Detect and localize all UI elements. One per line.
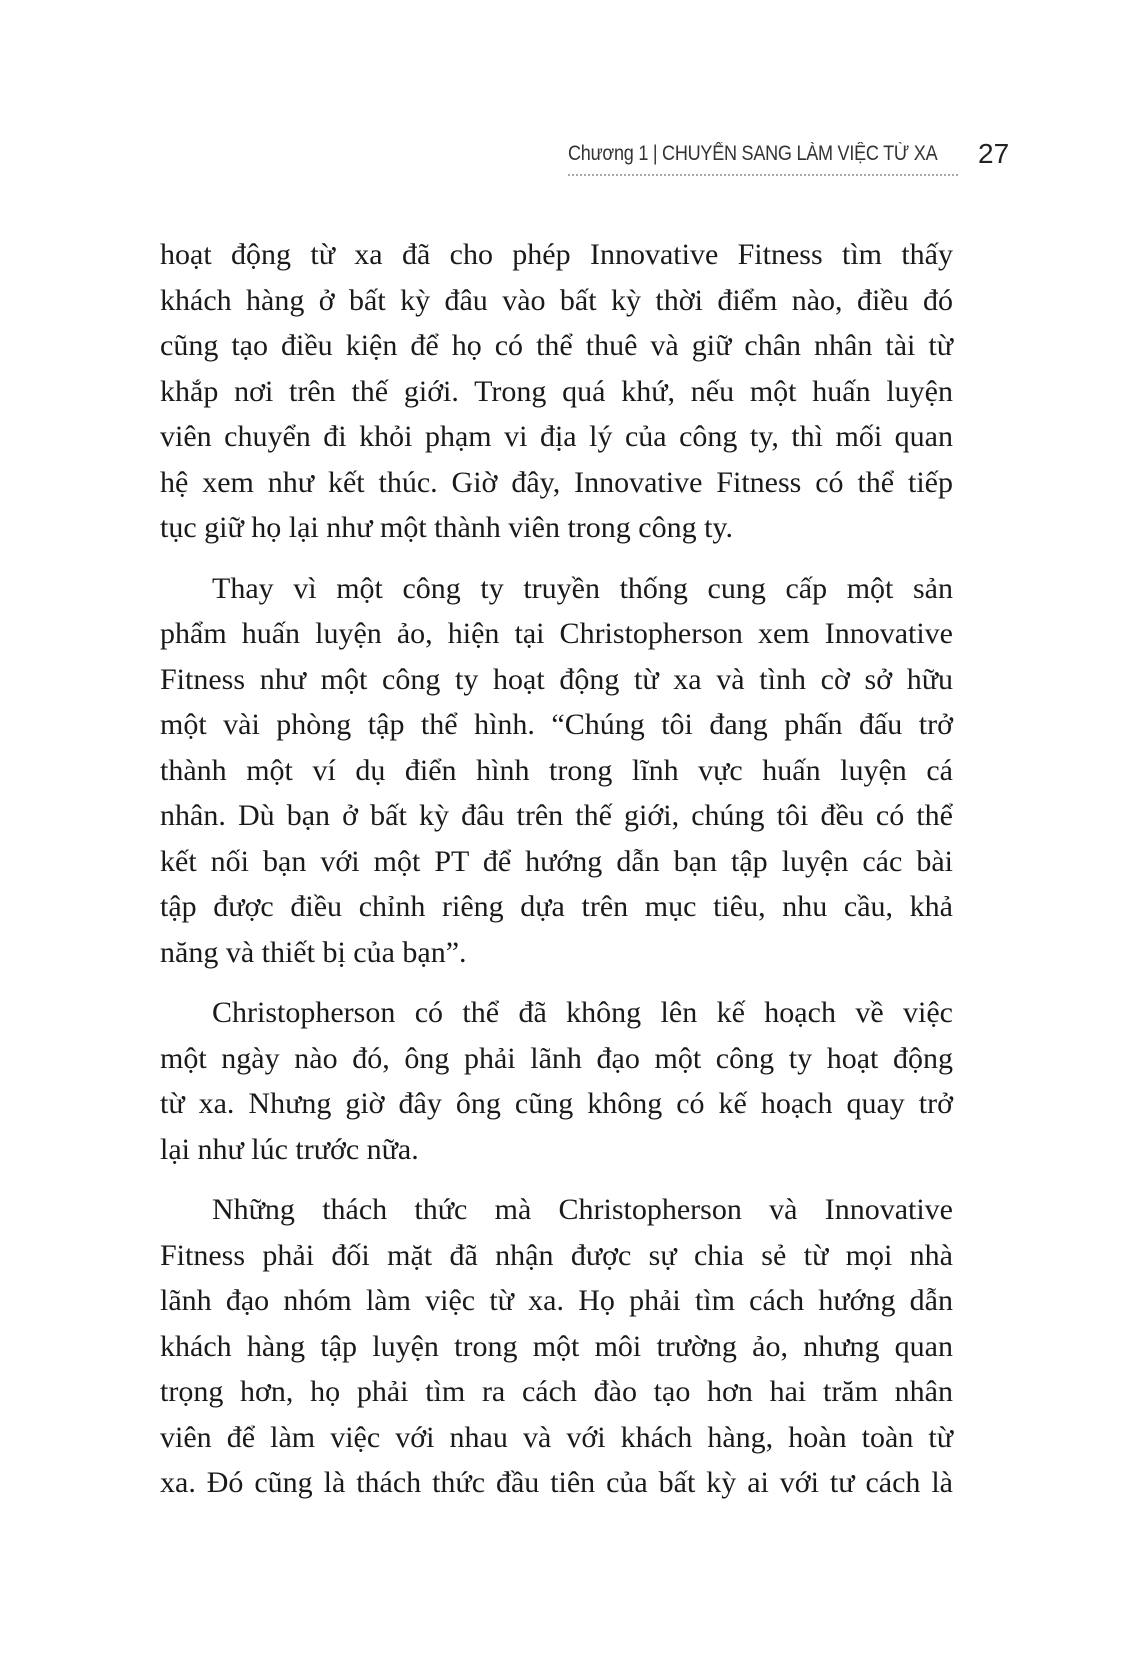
- text-line: cũng tạo điều kiện để họ có thể thuê và giữ chân nhân tài từ: [160, 329, 953, 362]
- text-line: hoạt động từ xa đã cho phép Innovative Fitness tìm thấy: [160, 238, 953, 271]
- text-line: viên chuyển đi khỏi phạm vi địa lý của công ty, thì mối quan: [160, 420, 953, 453]
- text-line: tập được điều chỉnh riêng dựa trên mục tiêu, nhu cầu, khả: [160, 890, 953, 923]
- text-line: khách hàng ở bất kỳ đâu vào bất kỳ thời điểm nào, điều đó: [160, 283, 953, 317]
- text-line: Thay vì một công ty truyền thống cung cấp một sản: [212, 571, 953, 605]
- paragraph: [160, 232, 953, 551]
- page-number: 27: [978, 138, 1010, 169]
- text-line: Những thách thức mà Christopherson và Innovative: [212, 1193, 953, 1226]
- text-line: kết nối bạn với một PT để hướng dẫn bạn tập luyện các bài: [160, 844, 953, 878]
- body-text: [160, 232, 953, 1521]
- text-line: viên để làm việc với nhau và với khách hàng, hoàn toàn từ: [160, 1420, 953, 1454]
- text-line: trọng hơn, họ phải tìm ra cách đào tạo hơn hai trăm nhân: [160, 1375, 953, 1408]
- paragraph: [160, 1187, 953, 1506]
- text-line: một vài phòng tập thể hình. “Chúng tôi đang phấn đấu trở: [160, 708, 953, 741]
- text-line: hệ xem như kết thúc. Giờ đây, Innovative Fitness có thể tiếp: [160, 465, 953, 499]
- text-line: lãnh đạo nhóm làm việc từ xa. Họ phải tìm cách hướng dẫn: [160, 1284, 953, 1317]
- paragraph: [160, 566, 953, 976]
- header-dotted-rule: [568, 174, 958, 176]
- paragraph: [160, 990, 953, 1172]
- text-line: thành một ví dụ điển hình trong lĩnh vực huấn luyện cá: [160, 753, 953, 787]
- text-line: Christopherson có thể đã không lên kế hoạch về việc: [212, 996, 953, 1029]
- text-line: Fitness phải đối mặt đã nhận được sự chia sẻ từ mọi nhà: [160, 1238, 953, 1272]
- text-line: lại như lúc trước nữa.: [160, 1132, 419, 1166]
- text-line: khách hàng tập luyện trong một môi trường ảo, nhưng quan: [160, 1329, 953, 1363]
- text-line: tục giữ họ lại như một thành viên trong công ty.: [160, 511, 733, 544]
- running-header: [560, 138, 1020, 182]
- text-line: phẩm huấn luyện ảo, hiện tại Christopherson xem Innovative: [160, 617, 953, 650]
- text-line: một ngày nào đó, ông phải lãnh đạo một công ty hoạt động: [160, 1041, 953, 1075]
- text-line: xa. Đó cũng là thách thức đầu tiên của bất kỳ ai với tư cách là: [160, 1466, 953, 1499]
- text-line: từ xa. Nhưng giờ đây ông cũng không có kế hoạch quay trở: [160, 1087, 953, 1120]
- text-line: nhân. Dù bạn ở bất kỳ đâu trên thế giới, chúng tôi đều có thể: [160, 799, 953, 832]
- text-line: năng và thiết bị của bạn”.: [160, 935, 467, 969]
- running-title: Chương 1 | CHUYỂN SANG LÀM VIỆC TỪ XA: [568, 142, 938, 165]
- text-line: khắp nơi trên thế giới. Trong quá khứ, nếu một huấn luyện: [160, 374, 953, 408]
- text-line: Fitness như một công ty hoạt động từ xa và tình cờ sở hữu: [160, 662, 953, 696]
